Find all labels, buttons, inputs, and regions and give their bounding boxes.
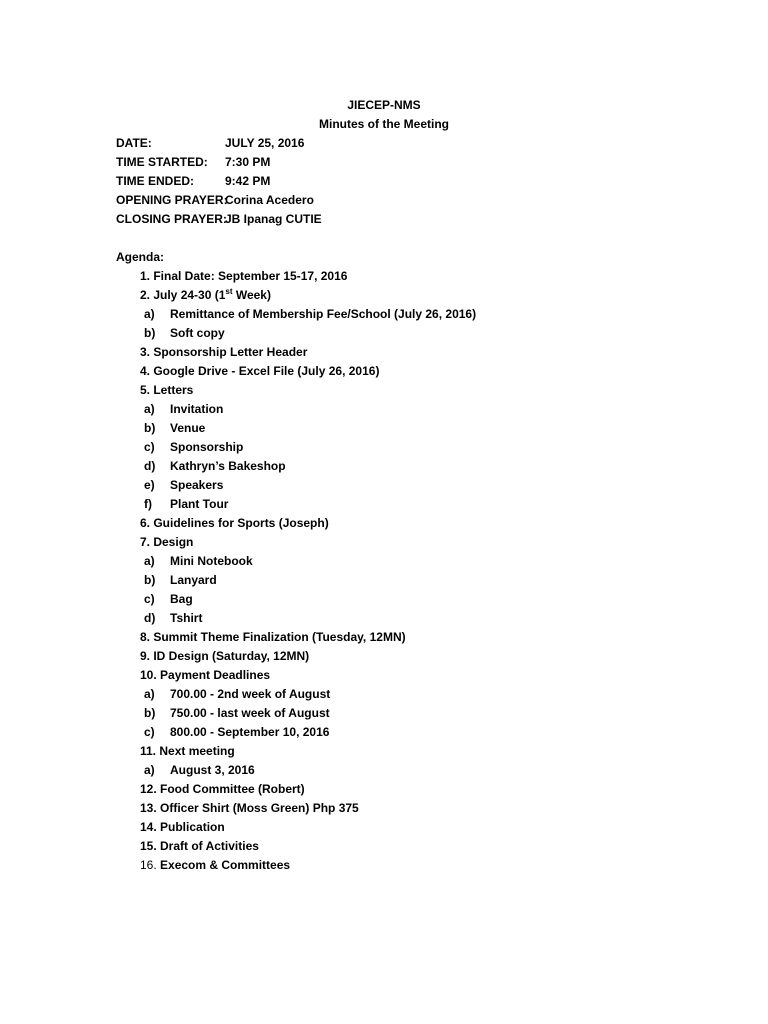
subitem-marker: c) xyxy=(144,725,155,739)
detail-row xyxy=(116,172,322,191)
subitem-text: Speakers xyxy=(170,478,224,492)
agenda-item-text: 1. Final Date: September 15-17, 2016 xyxy=(140,269,348,283)
agenda-item xyxy=(0,780,768,799)
agenda-item-text: 11. Next meeting xyxy=(140,744,235,758)
detail-value: 9:42 PM xyxy=(225,174,271,188)
agenda-subitem xyxy=(0,723,768,742)
subitem-marker: e) xyxy=(144,478,155,492)
agenda-item-text: 15. Draft of Activities xyxy=(140,839,259,853)
agenda-subitem xyxy=(0,761,768,780)
ordinal-superscript: st xyxy=(225,287,233,296)
detail-value: JULY 25, 2016 xyxy=(225,136,305,150)
agenda-subitem xyxy=(0,590,768,609)
subitem-text: Plant Tour xyxy=(170,497,229,511)
agenda-subitem xyxy=(0,438,768,457)
agenda-item xyxy=(0,837,768,856)
agenda-subitem xyxy=(0,495,768,514)
subitem-marker: f) xyxy=(144,497,152,511)
agenda-item-suffix: Week) xyxy=(232,288,271,302)
agenda-item-text: 13. Officer Shirt (Moss Green) Php 375 xyxy=(140,801,359,815)
subitem-text: Mini Notebook xyxy=(170,554,253,568)
agenda-list xyxy=(0,267,768,875)
subitem-text: Bag xyxy=(170,592,193,606)
agenda-item-text: 10. Payment Deadlines xyxy=(140,668,271,682)
detail-value: JB Ipanag CUTIE xyxy=(225,212,322,226)
agenda-item-number: 16. xyxy=(140,858,161,872)
subitem-marker: a) xyxy=(144,687,155,701)
page-title: Minutes of the Meeting xyxy=(319,117,449,131)
detail-label: TIME ENDED: xyxy=(116,174,194,188)
agenda-item xyxy=(0,514,768,533)
detail-label: TIME STARTED: xyxy=(116,155,208,169)
subitem-text: Remittance of Membership Fee/School (July 26, 2016) xyxy=(170,307,477,321)
subitem-marker: b) xyxy=(144,421,156,435)
agenda-item xyxy=(0,628,768,647)
subitem-text: Lanyard xyxy=(170,573,217,587)
detail-label: CLOSING PRAYER: xyxy=(116,212,227,226)
subitem-marker: a) xyxy=(144,307,155,321)
subitem-marker: a) xyxy=(144,554,155,568)
subitem-text: Soft copy xyxy=(170,326,225,340)
agenda-item xyxy=(0,856,768,875)
agenda-item xyxy=(0,343,768,362)
agenda-item xyxy=(0,286,768,305)
agenda-item xyxy=(0,666,768,685)
subitem-text: 800.00 - September 10, 2016 xyxy=(170,725,330,739)
subitem-text: Venue xyxy=(170,421,206,435)
subitem-marker: b) xyxy=(144,573,156,587)
agenda-subitem xyxy=(0,457,768,476)
agenda-subitem xyxy=(0,324,768,343)
meeting-details xyxy=(116,134,322,229)
agenda-item-text: 2. July 24-30 (1 xyxy=(140,288,226,302)
agenda-item-text: 3. Sponsorship Letter Header xyxy=(140,345,308,359)
agenda-item-text: 8. Summit Theme Finalization (Tuesday, 12MN) xyxy=(140,630,406,644)
agenda-item-text: 7. Design xyxy=(140,535,194,549)
agenda-item-text: 14. Publication xyxy=(140,820,225,834)
agenda-subitem xyxy=(0,476,768,495)
agenda-item xyxy=(0,799,768,818)
subitem-marker: d) xyxy=(144,611,156,625)
agenda-item-text: Execom & Committees xyxy=(160,858,291,872)
agenda-item-text: 6. Guidelines for Sports (Joseph) xyxy=(140,516,329,530)
subitem-text: 700.00 - 2nd week of August xyxy=(170,687,331,701)
subitem-text: Sponsorship xyxy=(170,440,244,454)
subitem-marker: a) xyxy=(144,402,155,416)
subitem-marker: d) xyxy=(144,459,156,473)
agenda-subitem xyxy=(0,704,768,723)
agenda-item xyxy=(0,742,768,761)
subitem-marker: a) xyxy=(144,763,155,777)
org-heading: JIECEP-NMS xyxy=(347,98,421,112)
subitem-text: Invitation xyxy=(170,402,224,416)
detail-label: OPENING PRAYER: xyxy=(116,193,228,207)
detail-value: 7:30 PM xyxy=(225,155,271,169)
subitem-marker: c) xyxy=(144,592,155,606)
subitem-marker: c) xyxy=(144,440,155,454)
subitem-text: August 3, 2016 xyxy=(170,763,255,777)
subitem-marker: b) xyxy=(144,326,156,340)
agenda-heading: Agenda: xyxy=(116,250,164,264)
detail-row xyxy=(116,210,322,229)
agenda-subitem xyxy=(0,609,768,628)
agenda-item-text: 9. ID Design (Saturday, 12MN) xyxy=(140,649,310,663)
agenda-subitem xyxy=(0,400,768,419)
subitem-text: Kathryn’s Bakeshop xyxy=(170,459,286,473)
agenda-item xyxy=(0,818,768,837)
agenda-item xyxy=(0,533,768,552)
agenda-subitem xyxy=(0,685,768,704)
agenda-item xyxy=(0,267,768,286)
detail-row xyxy=(116,134,322,153)
agenda-item-text: 4. Google Drive - Excel File (July 26, 2016) xyxy=(140,364,380,378)
agenda-subitem xyxy=(0,305,768,324)
agenda-subitem xyxy=(0,552,768,571)
subitem-text: Tshirt xyxy=(170,611,203,625)
agenda-item xyxy=(0,362,768,381)
agenda-item xyxy=(0,381,768,400)
detail-row xyxy=(116,153,322,172)
agenda-subitem xyxy=(0,419,768,438)
detail-row xyxy=(116,191,322,210)
agenda-item xyxy=(0,647,768,666)
agenda-item-text: 5. Letters xyxy=(140,383,194,397)
detail-label: DATE: xyxy=(116,136,152,150)
subitem-marker: b) xyxy=(144,706,156,720)
agenda-subitem xyxy=(0,571,768,590)
agenda-item-text: 12. Food Committee (Robert) xyxy=(140,782,305,796)
subitem-text: 750.00 - last week of August xyxy=(170,706,330,720)
detail-value: Corina Acedero xyxy=(225,193,314,207)
